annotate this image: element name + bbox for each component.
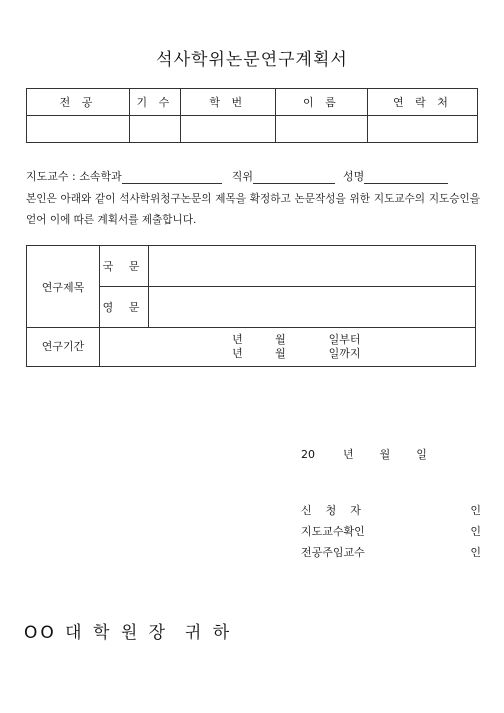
english-label: 영 문 (100, 287, 149, 328)
name-field[interactable] (275, 116, 367, 143)
header-term: 기 수 (130, 89, 181, 116)
advisor-department-label: 지도교수 : 소속학과 (26, 170, 122, 183)
english-title-field[interactable] (149, 287, 476, 328)
research-period-label: 연구기간 (27, 328, 100, 367)
advisor-name-blank[interactable] (364, 171, 448, 184)
student-id-field[interactable] (180, 116, 275, 143)
statement-paragraph: 본인은 아래와 같이 석사학위청구논문의 제목을 확정하고 논문작성을 위한 지도교수의 지도승인을 얻어 이에 따른 계획서를 제출합니다. (26, 193, 480, 226)
submission-date: 20 년 월 일 (301, 448, 427, 461)
signature-advisor: 지도교수확인 인 (301, 525, 481, 538)
advisor-line (26, 168, 478, 184)
signature-chair: 전공주임교수 인 (301, 546, 481, 559)
document-title: 석사학위논문연구계획서 (156, 50, 348, 70)
research-table (26, 245, 476, 367)
advisor-position-blank[interactable] (253, 171, 335, 184)
seal-mark: 인 (470, 525, 481, 538)
major-field[interactable] (27, 116, 130, 143)
term-field[interactable] (130, 116, 181, 143)
period-row (27, 328, 476, 367)
research-title-label: 연구제목 (27, 246, 100, 328)
seal-mark: 인 (470, 504, 481, 517)
header-student-id: 학 번 (180, 89, 275, 116)
info-value-row (27, 116, 478, 143)
korean-title-field[interactable] (149, 246, 476, 287)
period-start: 년 월 일부터 (232, 333, 361, 346)
advisor-name-label: 성명 (342, 170, 365, 183)
korean-title-row (27, 246, 476, 287)
signature-applicant: 신 청 자 인 (301, 504, 481, 517)
advisor-department-blank[interactable] (122, 171, 222, 184)
korean-label: 국 문 (100, 246, 149, 287)
research-period-field[interactable] (100, 328, 476, 367)
seal-mark: 인 (470, 546, 481, 559)
header-contact: 연 락 처 (367, 89, 477, 116)
header-name: 이 름 (275, 89, 367, 116)
addressee: OO 대 학 원 장 귀 하 (24, 623, 233, 643)
advisor-position-label: 직위 (231, 170, 253, 183)
contact-field[interactable] (367, 116, 477, 143)
header-major: 전 공 (27, 89, 130, 116)
student-info-table (26, 88, 478, 143)
period-end: 년 월 일까지 (232, 347, 361, 360)
info-header-row (27, 89, 478, 116)
